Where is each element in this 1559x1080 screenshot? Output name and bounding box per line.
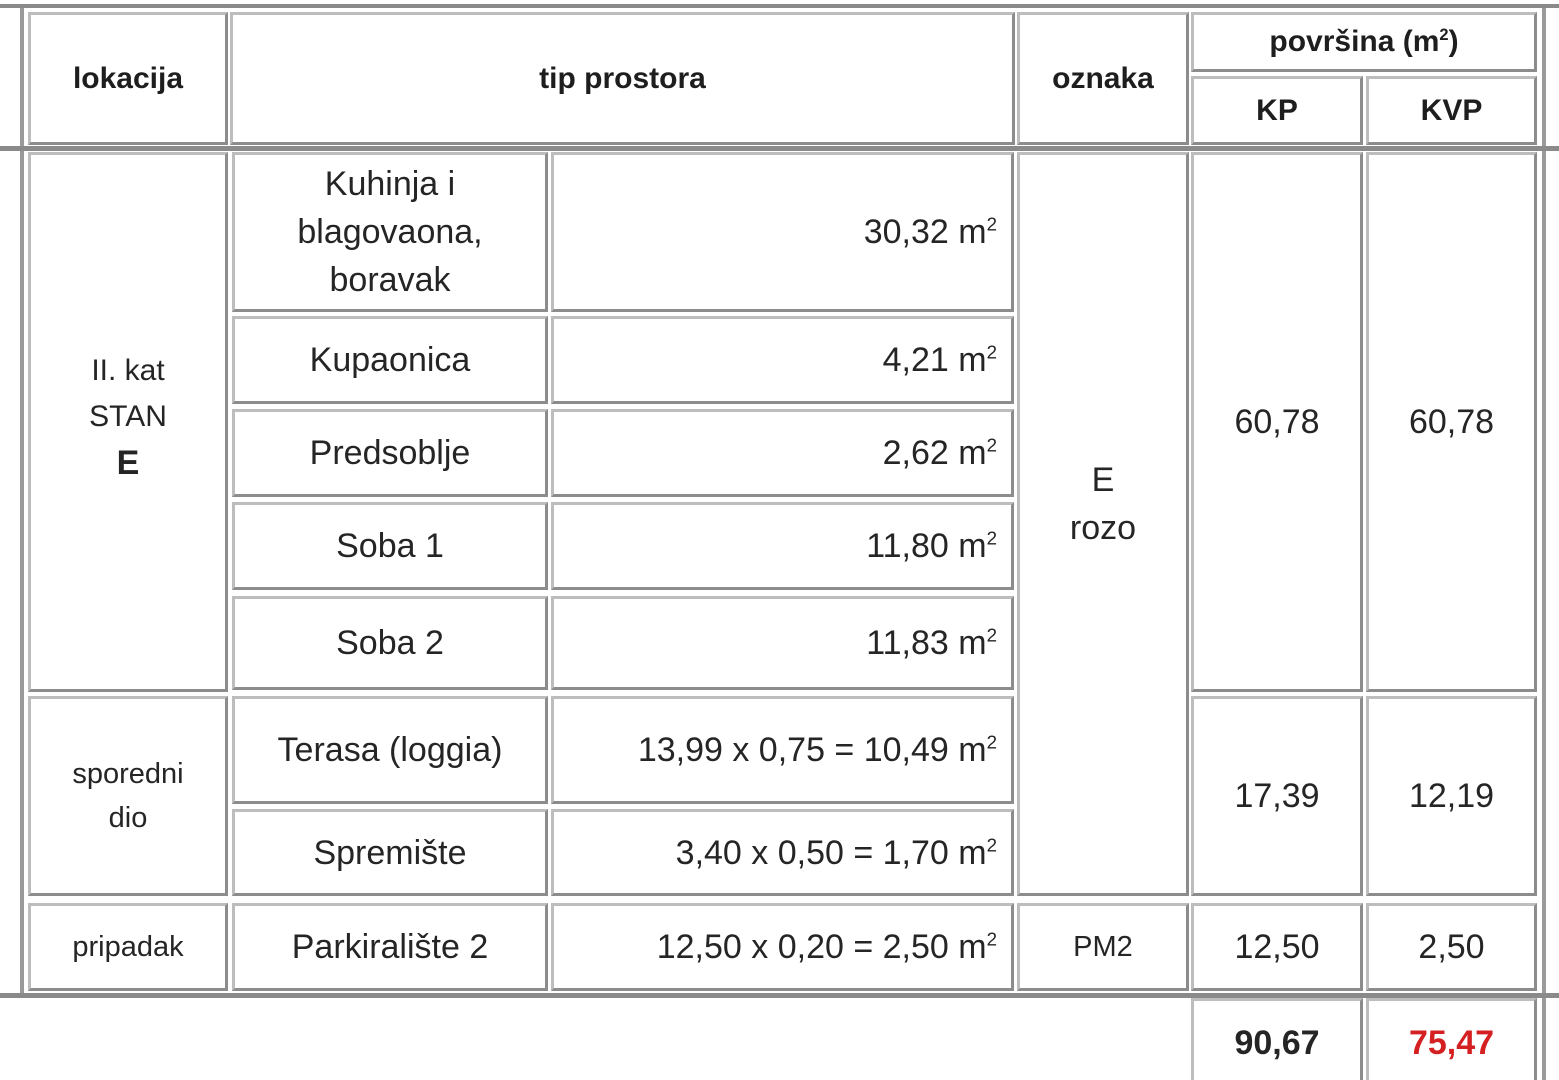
header-oznaka-text: oznaka xyxy=(1052,61,1154,95)
header-povrsina-text: površina $(m^2)$ xyxy=(1269,25,1459,58)
header-kp-text: KP xyxy=(1256,93,1298,127)
kvp-total-cell xyxy=(1366,998,1537,1080)
header-kvp xyxy=(1366,76,1537,145)
oznaka-main-cell xyxy=(1017,152,1189,896)
location-stan-cell xyxy=(28,152,228,692)
room-name-soba-1 xyxy=(232,502,548,590)
room-name-terasa-text: Terasa (loggia) xyxy=(277,731,503,769)
room-name-kuhinja-line1: Kuhinja i xyxy=(324,165,456,203)
room-name-soba-1-text: Soba 1 xyxy=(336,527,444,565)
left-table-edge xyxy=(20,8,24,993)
header-oznaka xyxy=(1017,12,1189,145)
kp-sporedni-cell xyxy=(1191,696,1363,896)
header-kvp-text: KVP xyxy=(1420,93,1483,127)
location-sporedni-line1: sporedni xyxy=(72,758,184,790)
location-sporedni-line2: dio xyxy=(108,802,148,834)
room-area-soba-2 xyxy=(551,596,1014,690)
kp-stan-value: 60,78 xyxy=(1234,403,1320,441)
oznaka-parking-text: PM2 xyxy=(1073,931,1133,963)
room-area-predsoblje-text: 2,62 $m^2$ xyxy=(882,434,997,472)
room-area-spremiste xyxy=(551,809,1014,896)
location-pripadak-text: pripadak xyxy=(72,931,184,963)
kp-total-cell xyxy=(1191,998,1363,1080)
room-name-spremiste xyxy=(232,809,548,896)
room-name-spremiste-text: Spremište xyxy=(313,833,467,872)
room-area-terasa-text: 13,99 x 0,75 = 10,49 $m^2$ xyxy=(637,731,997,769)
room-area-terasa xyxy=(551,696,1014,804)
kp-pripadak-cell xyxy=(1191,903,1363,991)
room-area-kupaonica-text: 4,21 $m^2$ xyxy=(882,341,997,379)
kvp-sporedni-cell xyxy=(1366,696,1537,896)
top-rule xyxy=(0,4,1559,8)
kvp-pripadak-cell xyxy=(1366,903,1537,991)
header-tip-prostora-text: tip prostora xyxy=(539,61,706,95)
room-area-soba-1-text: 11,80 $m^2$ xyxy=(866,527,997,565)
room-area-kuhinja-text: 30,32 $m^2$ xyxy=(863,213,997,251)
location-sporedni-cell xyxy=(28,696,228,896)
kp-stan-cell xyxy=(1191,152,1363,692)
room-area-soba-1 xyxy=(551,502,1014,590)
oznaka-main-line2: rozo xyxy=(1069,509,1137,547)
kp-sporedni-value: 17,39 xyxy=(1234,777,1320,815)
room-name-parkiraliste-text: Parkiralište 2 xyxy=(291,928,489,966)
header-povrsina xyxy=(1191,12,1537,72)
header-lokacija xyxy=(28,12,228,145)
kvp-pripadak-value: 2,50 xyxy=(1418,928,1485,966)
location-stan-floor: II. kat xyxy=(91,354,165,387)
room-name-kupaonica xyxy=(232,316,548,404)
location-stan-letter: E xyxy=(116,444,140,482)
header-tip-prostora xyxy=(230,12,1015,145)
oznaka-main-line1: E xyxy=(1091,461,1115,499)
right-table-edge xyxy=(1542,8,1546,1080)
room-name-kupaonica-text: Kupaonica xyxy=(309,341,471,379)
location-pripadak-cell xyxy=(28,903,228,991)
kvp-stan-value: 60,78 xyxy=(1408,403,1495,441)
room-name-kuhinja-line2: blagovaona, xyxy=(297,213,483,251)
room-area-parkiraliste xyxy=(551,903,1014,991)
room-name-kuhinja xyxy=(232,152,548,312)
kvp-sporedni-value: 12,19 xyxy=(1408,777,1495,815)
kp-total-value: 90,67 xyxy=(1234,1023,1320,1062)
room-name-predsoblje xyxy=(232,409,548,497)
oznaka-parking-cell xyxy=(1017,903,1189,991)
room-name-parkiraliste xyxy=(232,903,548,991)
room-area-kuhinja xyxy=(551,152,1014,312)
header-kp xyxy=(1191,76,1363,145)
room-name-terasa xyxy=(232,696,548,804)
kvp-stan-cell xyxy=(1366,152,1537,692)
room-name-kuhinja-line3: boravak xyxy=(329,261,451,299)
room-name-soba-2 xyxy=(232,596,548,690)
room-area-kupaonica xyxy=(551,316,1014,404)
kp-pripadak-value: 12,50 xyxy=(1234,928,1320,966)
room-area-soba-2-text: 11,83 $m^2$ xyxy=(866,624,997,662)
room-name-soba-2-text: Soba 2 xyxy=(336,624,444,662)
room-area-spremiste-text: 3,40 x 0,50 = 1,70 $m^2$ xyxy=(675,833,997,872)
room-area-parkiraliste-text: 12,50 x 0,20 = 2,50 $m^2$ xyxy=(656,928,997,966)
location-stan-label: STAN xyxy=(89,400,167,433)
kvp-total-value: 75,47 xyxy=(1408,1023,1495,1062)
header-rule xyxy=(0,146,1559,151)
room-name-predsoblje-text: Predsoblje xyxy=(309,434,471,472)
header-lokacija-text: lokacija xyxy=(72,61,184,95)
room-area-predsoblje xyxy=(551,409,1014,497)
